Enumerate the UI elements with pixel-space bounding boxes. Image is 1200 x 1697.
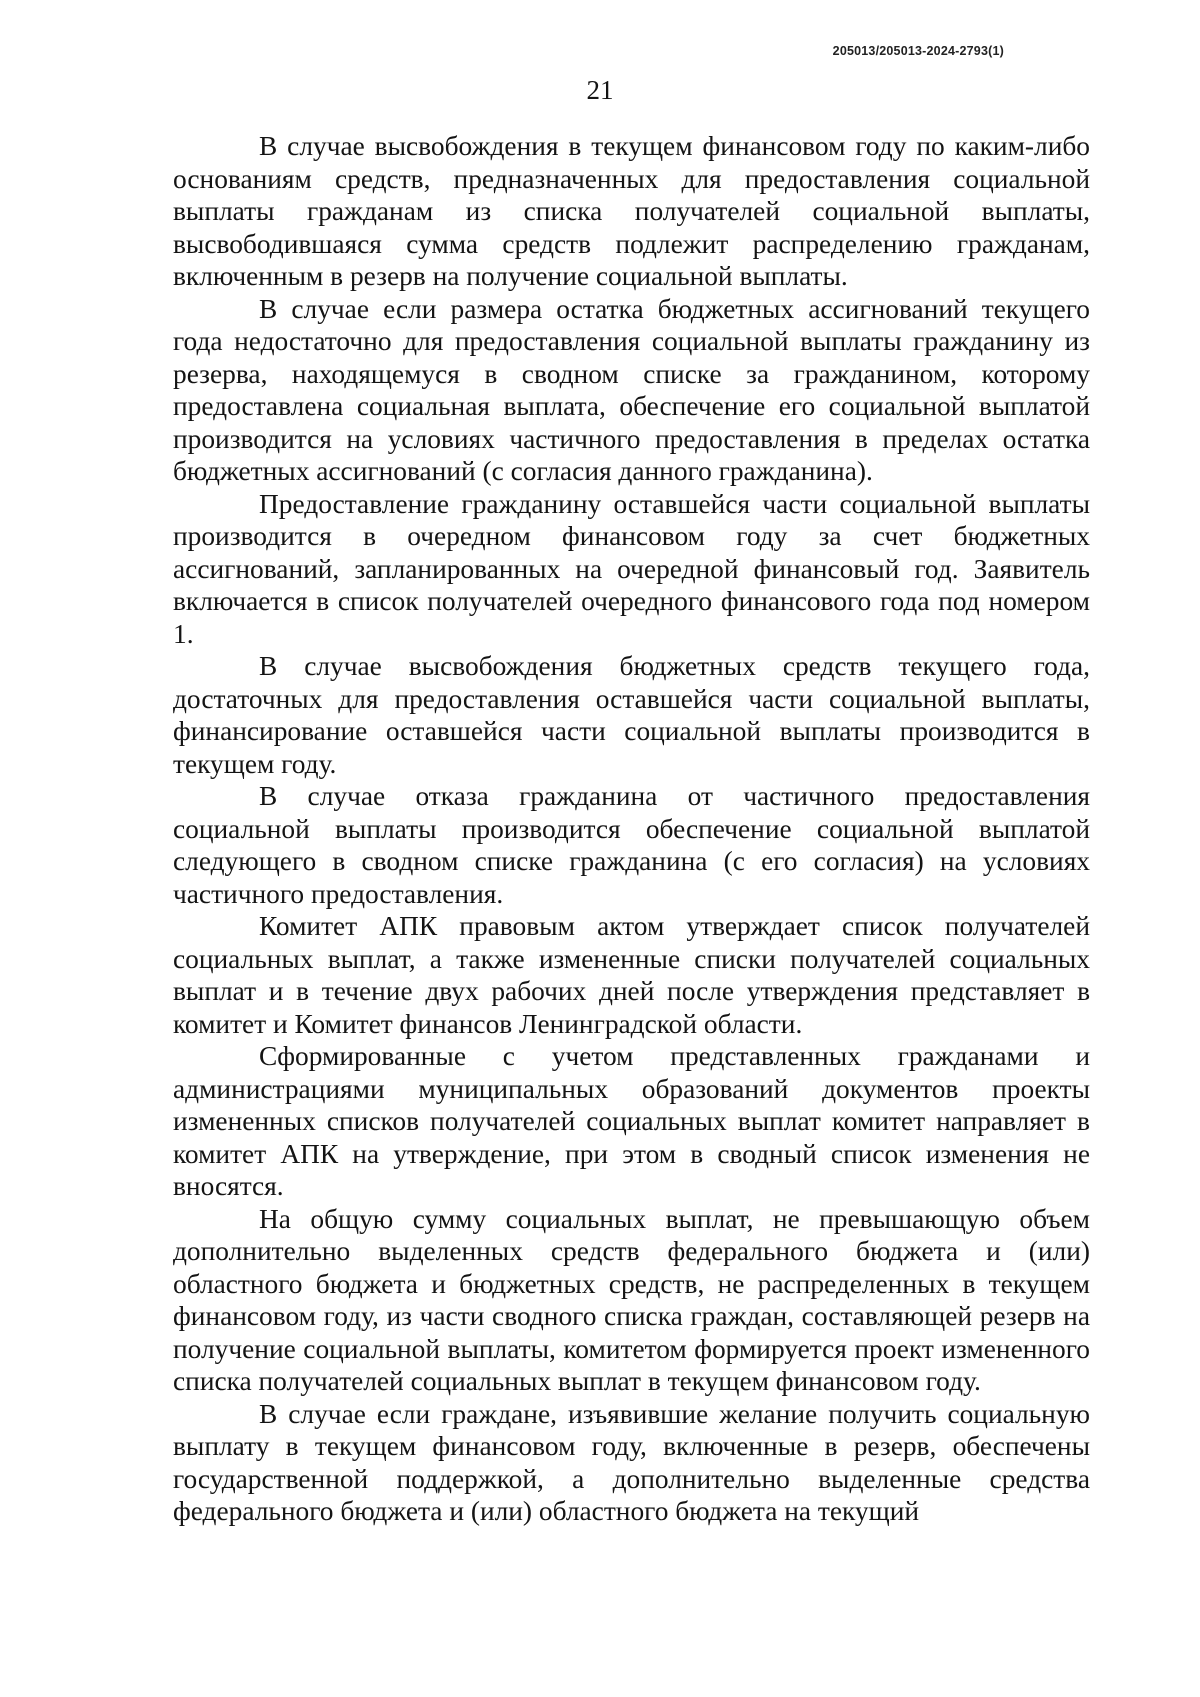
document-registration-number: 205013/205013-2024-2793(1) [832,44,1004,58]
page-number: 21 [586,75,614,105]
paragraph: Предоставление гражданину оставшейся части социальной выплаты производится в очередном финансовом году за счет бюджетных ассигнований, запланированных на очередной финансовый год. Заявитель включается в список получателей очередного финансового года под номером 1. [173,488,1090,649]
paragraph: В случае если граждане, изъявившие желание получить социальную выплату в текущем финансовом году, включенные в резерв, обеспечены государственной поддержкой, а дополнительно выделенные средства федерального бюджета и (или) областного бюджета на текущий [173,1398,1090,1526]
paragraph: Комитет АПК правовым актом утверждает список получателей социальных выплат, а также измененные списки получателей социальных выплат и в течение двух рабочих дней после утверждения представляет в комитет и Комитет финансов Ленинградской области. [173,911,1090,1039]
document-body [173,130,1090,1528]
paragraph: В случае высвобождения в текущем финансовом году по каким-либо основаниям средств, предназначенных для предоставления социальной выплаты гражданам из списка получателей социальной выплаты, высвободившаяся сумма средств подлежит распределению гражданам, включенным в резерв на получение социальной выплаты. [173,131,1090,291]
paragraph: В случае высвобождения бюджетных средств текущего года, достаточных для предоставления оставшейся части социальной выплаты, финансирование оставшейся части социальной выплаты производится в текущем году. [173,651,1090,779]
paragraph: Сформированные с учетом представленных гражданами и администрациями муниципальных образований документов проекты измененных списков получателей социальных выплат комитет направляет в комитет АПК на утверждение, при этом в сводный список изменения не вносятся. [173,1041,1090,1201]
paragraph: В случае отказа гражданина от частичного предоставления социальной выплаты производится обеспечение социальной выплатой следующего в сводном списке гражданина (с его согласия) на условиях частичного предоставления. [173,781,1090,909]
paragraph: В случае если размера остатка бюджетных ассигнований текущего года недостаточно для предоставления социальной выплаты гражданину из резерва, находящемуся в сводном списке за гражданином, которому предоставлена социальная выплата, обеспечение его социальной выплатой производится на условиях частичного предоставления в пределах остатка бюджетных ассигнований (с согласия данного гражданина). [173,293,1090,486]
paragraph: На общую сумму социальных выплат, не превышающую объем дополнительно выделенных средств федерального бюджета и (или) областного бюджета и бюджетных средств, не распределенных в текущем финансовом году, из части сводного списка граждан, составляющей резерв на получение социальной выплаты, комитетом формируется проект измененного списка получателей социальных выплат в текущем финансовом году. [173,1203,1090,1396]
